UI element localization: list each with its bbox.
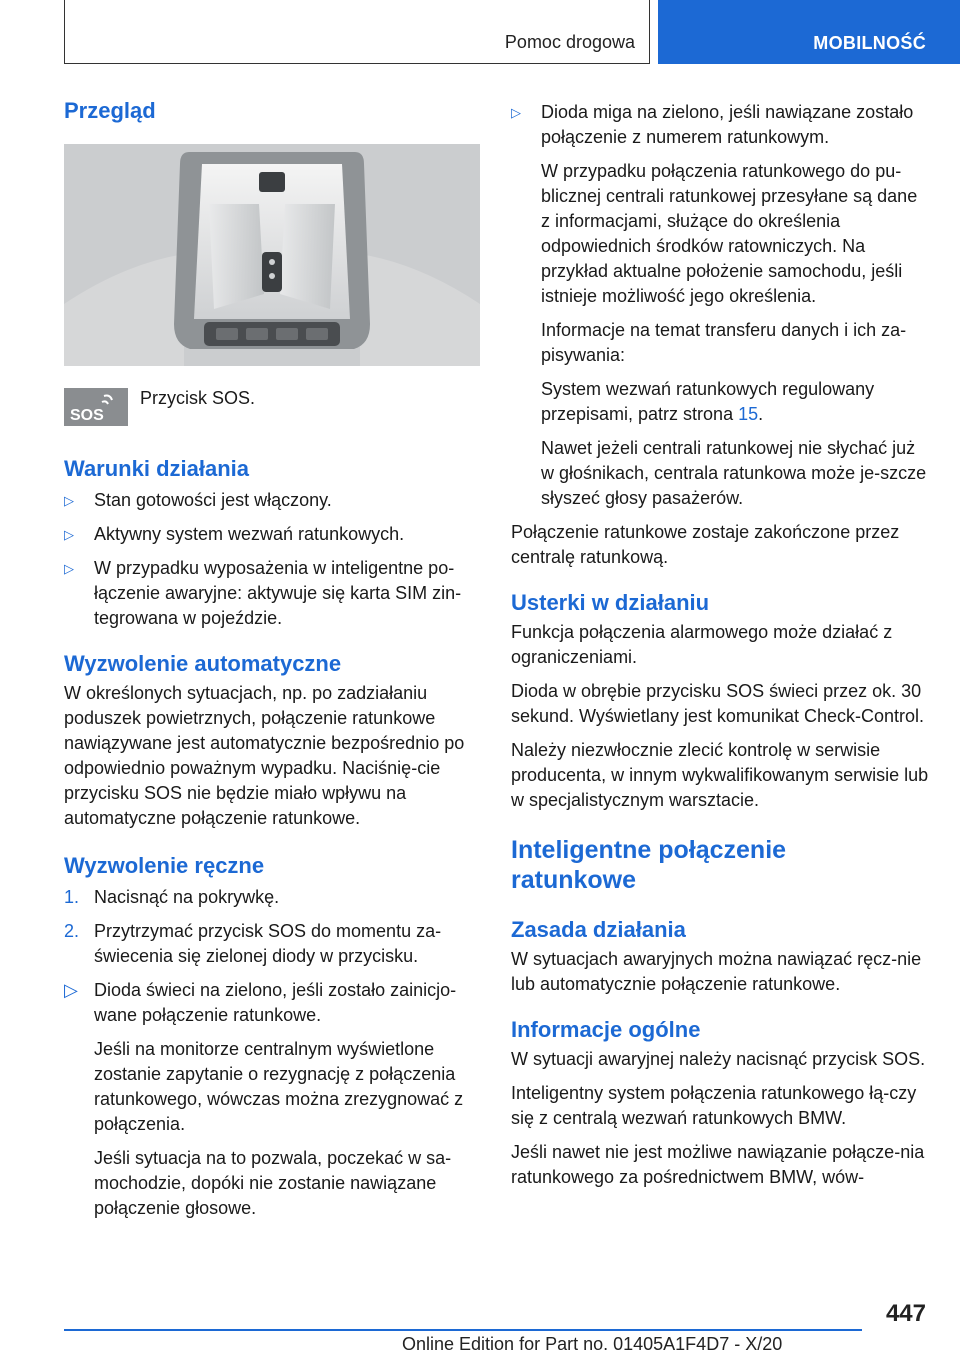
sos-caption-row	[64, 388, 480, 426]
blink-note-4: Nawet jeżeli centrali ratunkowej nie słychać już w głośnikach, centrala ratunkowa może je-szcze słyszeć głosy pasażerów.	[541, 438, 927, 508]
left-column	[64, 96, 480, 1221]
general-text-3: Jeśli nawet nie jest możliwe nawiązanie połącze-nia ratunkowego za pośrednictwem BMW, wów-	[511, 1142, 925, 1187]
overhead-console-photo	[64, 144, 480, 366]
list-item: ▷ Stan gotowości jest włączony.	[64, 488, 480, 513]
list-item: 2. Przytrzymać przycisk SOS do momentu za-świecenia się zielonej diody w przycisku.	[64, 921, 442, 966]
call-end-text: Połączenie ratunkowe zostaje zakończone przez centralę ratunkową.	[511, 522, 900, 567]
edition-footer: Online Edition for Part no. 01405A1F4D7 - X/20	[402, 1334, 783, 1354]
triangle-bullet-icon: ▷	[64, 527, 74, 542]
page-link[interactable]: 15	[738, 404, 759, 424]
right-column	[511, 100, 929, 1190]
blink-note-1: W przypadku połączenia ratunkowego do pu-blicznej centrali ratunkowej przesyłane są dane z informacjami, służące do określenia odpowiednich środków ratowniczych. Na przykład aktualne położenie samochodu, jeśli istnieje możliwość jego określenia.	[541, 161, 918, 306]
list-item: ▷ Dioda świeci na zielono, jeśli zostało zainicjo-wane połączenie ratunkowe.	[64, 980, 457, 1025]
triangle-bullet-icon: ▷	[64, 493, 74, 508]
auto-trigger-heading: Wyzwolenie automatyczne	[64, 651, 342, 676]
header-box	[64, 0, 650, 64]
faults-heading: Usterki w działaniu	[511, 590, 710, 615]
faults-text-2: Dioda w obrębie przycisku SOS świeci przez ok. 30 sekund. Wyświetlany jest komunikat Check-Control.	[511, 681, 924, 726]
principle-text: W sytuacjach awaryjnych można nawiązać ręcz-nie lub automatycznie połączenie ratunkowe.	[511, 949, 922, 994]
triangle-bullet-icon: ▷	[64, 980, 78, 1000]
sos-caption: Przycisk SOS.	[140, 388, 256, 408]
general-text-1: W sytuacji awaryjnej należy nacisnąć przycisk SOS.	[511, 1049, 926, 1069]
console-illustration	[64, 144, 480, 366]
faults-text-1: Funkcja połączenia alarmowego może działać z ograniczeniami.	[511, 622, 893, 667]
principle-heading: Zasada działania	[511, 917, 686, 942]
blink-note-3: System wezwań ratunkowych regulowany przepisami, patrz strona 15.	[541, 379, 875, 424]
page-number: 447	[885, 1300, 926, 1327]
list-item: ▷ Dioda miga na zielono, jeśli nawiązane zostało połączenie z numerem ratunkowym.	[511, 102, 914, 147]
chapter-title: MOBILNOŚĆ	[813, 33, 926, 53]
faults-text-3: Należy niezwłocznie zlecić kontrolę w serwisie producenta, w innym wykwalifikowanym serwisie lub w specjalistycznym warsztacie.	[511, 740, 929, 810]
list-item: 1. Nacisnąć na pokrywkę.	[64, 885, 480, 910]
conditions-list	[64, 488, 480, 631]
chapter-tab[interactable]	[658, 0, 960, 64]
footer-divider	[64, 1329, 862, 1331]
general-info-heading: Informacje ogólne	[511, 1017, 701, 1042]
green-led-note-2: Jeśli sytuacja na to pozwala, poczekać w sa-mochodzie, dopóki nie zostanie nawiązane połączenie głosowe.	[94, 1148, 452, 1218]
green-led-note-1: Jeśli na monitorze centralnym wyświetlone zostanie zapytanie o rezygnację z połączenia ratunkowego, wówczas można zrezygnować z połączenia.	[94, 1039, 464, 1134]
section-title: Pomoc drogowa	[504, 32, 635, 52]
sos-button-icon	[64, 388, 128, 426]
auto-trigger-text: W określonych sytuacjach, np. po zadziałaniu poduszek powietrznych, połączenie ratunkowe nawiązywane jest automatycznie bezpośrednio po odpowiednio poważnym wypadku. Naciśnię-cie przycisku SOS nie będzie miało wpływu na automatyczne połączenie ratunkowe.	[64, 683, 465, 828]
triangle-bullet-icon: ▷	[64, 561, 74, 576]
list-item: ▷ W przypadku wyposażenia w inteligentne po-łączenie awaryjne: aktywuje się karta SIM zin-tegrowana w pojeździe.	[64, 558, 462, 628]
step-number: 2.	[64, 921, 80, 941]
manual-trigger-heading: Wyzwolenie ręczne	[64, 853, 265, 878]
conditions-heading: Warunki działania	[64, 456, 250, 481]
triangle-bullet-icon: ▷	[511, 105, 521, 120]
sos-icon-label: SOS	[70, 407, 104, 424]
blink-note-2: Informacje na temat transferu danych i ich za-pisywania:	[541, 320, 907, 365]
list-item: ▷ Aktywny system wezwań ratunkowych.	[64, 522, 480, 547]
smart-call-heading: Inteligentne połączenie ratunkowe	[511, 836, 787, 894]
general-text-2: Inteligentny system połączenia ratunkowego łą-czy się z centralą wezwań ratunkowych BMW.	[511, 1083, 917, 1128]
manual-steps-list	[64, 885, 480, 1028]
overview-heading: Przegląd	[64, 98, 156, 123]
step-number: 1.	[64, 887, 80, 907]
